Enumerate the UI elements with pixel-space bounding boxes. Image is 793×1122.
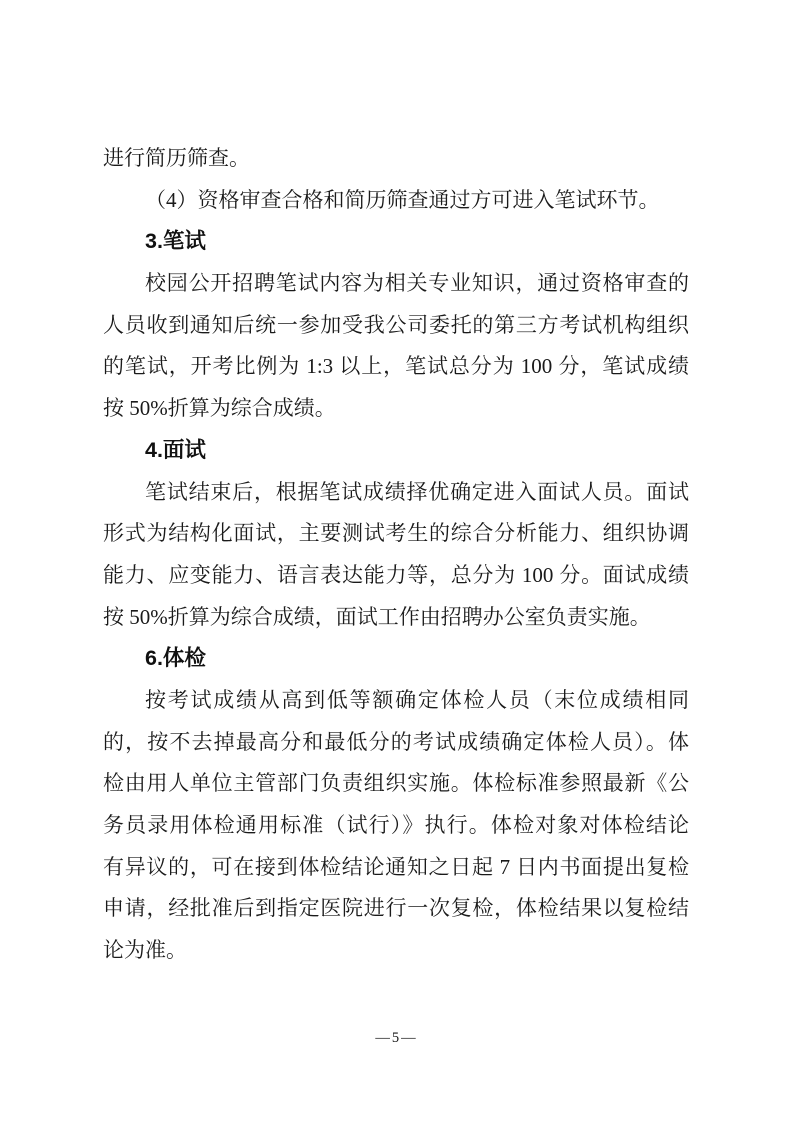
- physical-exam-line-4: 务员录用体检通用标准（试行）》执行。体检对象对体检结论: [103, 813, 689, 837]
- item-4-line: （4）资格审查合格和简历筛查通过方可进入笔试环节。: [145, 187, 660, 212]
- physical-exam-line-5: 有异议的，可在接到体检结论通知之日起 7 日内书面提出复检: [103, 854, 689, 879]
- interview-line-4: 按 50%折算为综合成绩，面试工作由招聘办公室负责实施。: [103, 604, 651, 629]
- physical-exam-line-3: 检由用人单位主管部门负责组织实施。体检标准参照最新《公: [103, 771, 689, 796]
- heading-physical-exam: 6.体检: [145, 646, 206, 671]
- written-test-line-2: 人员收到通知后统一参加受我公司委托的第三方考试机构组织: [103, 312, 689, 337]
- physical-exam-line-6: 申请，经批准后到指定医院进行一次复检，体检结果以复检结: [103, 896, 689, 921]
- page-body: [103, 138, 689, 972]
- written-test-line-3: 的笔试，开考比例为 1:3 以上，笔试总分为 100 分，笔试成绩: [103, 354, 689, 379]
- continuation-paragraph-line: 进行简历筛查。: [103, 146, 250, 170]
- interview-line-2: 形式为结构化面试，主要测试考生的综合分析能力、组织协调: [103, 521, 689, 546]
- heading-written-test: 3.笔试: [145, 229, 206, 254]
- interview-line-3: 能力、应变能力、语言表达能力等，总分为 100 分。面试成绩: [103, 562, 689, 587]
- physical-exam-line-7: 论为准。: [103, 938, 187, 963]
- page-number: —5—: [375, 1030, 418, 1046]
- interview-line-1: 笔试结束后，根据笔试成绩择优确定进入面试人员。面试: [145, 479, 689, 504]
- physical-exam-line-2: 的，按不去掉最高分和最低分的考试成绩确定体检人员）。体: [103, 729, 689, 754]
- written-test-line-1: 校园公开招聘笔试内容为相关专业知识，通过资格审查的: [145, 271, 689, 296]
- physical-exam-line-1: 按考试成绩从高到低等额确定体检人员（末位成绩相同: [145, 687, 689, 712]
- written-test-line-4: 按 50%折算为综合成绩。: [103, 396, 336, 421]
- heading-interview: 4.面试: [145, 437, 206, 462]
